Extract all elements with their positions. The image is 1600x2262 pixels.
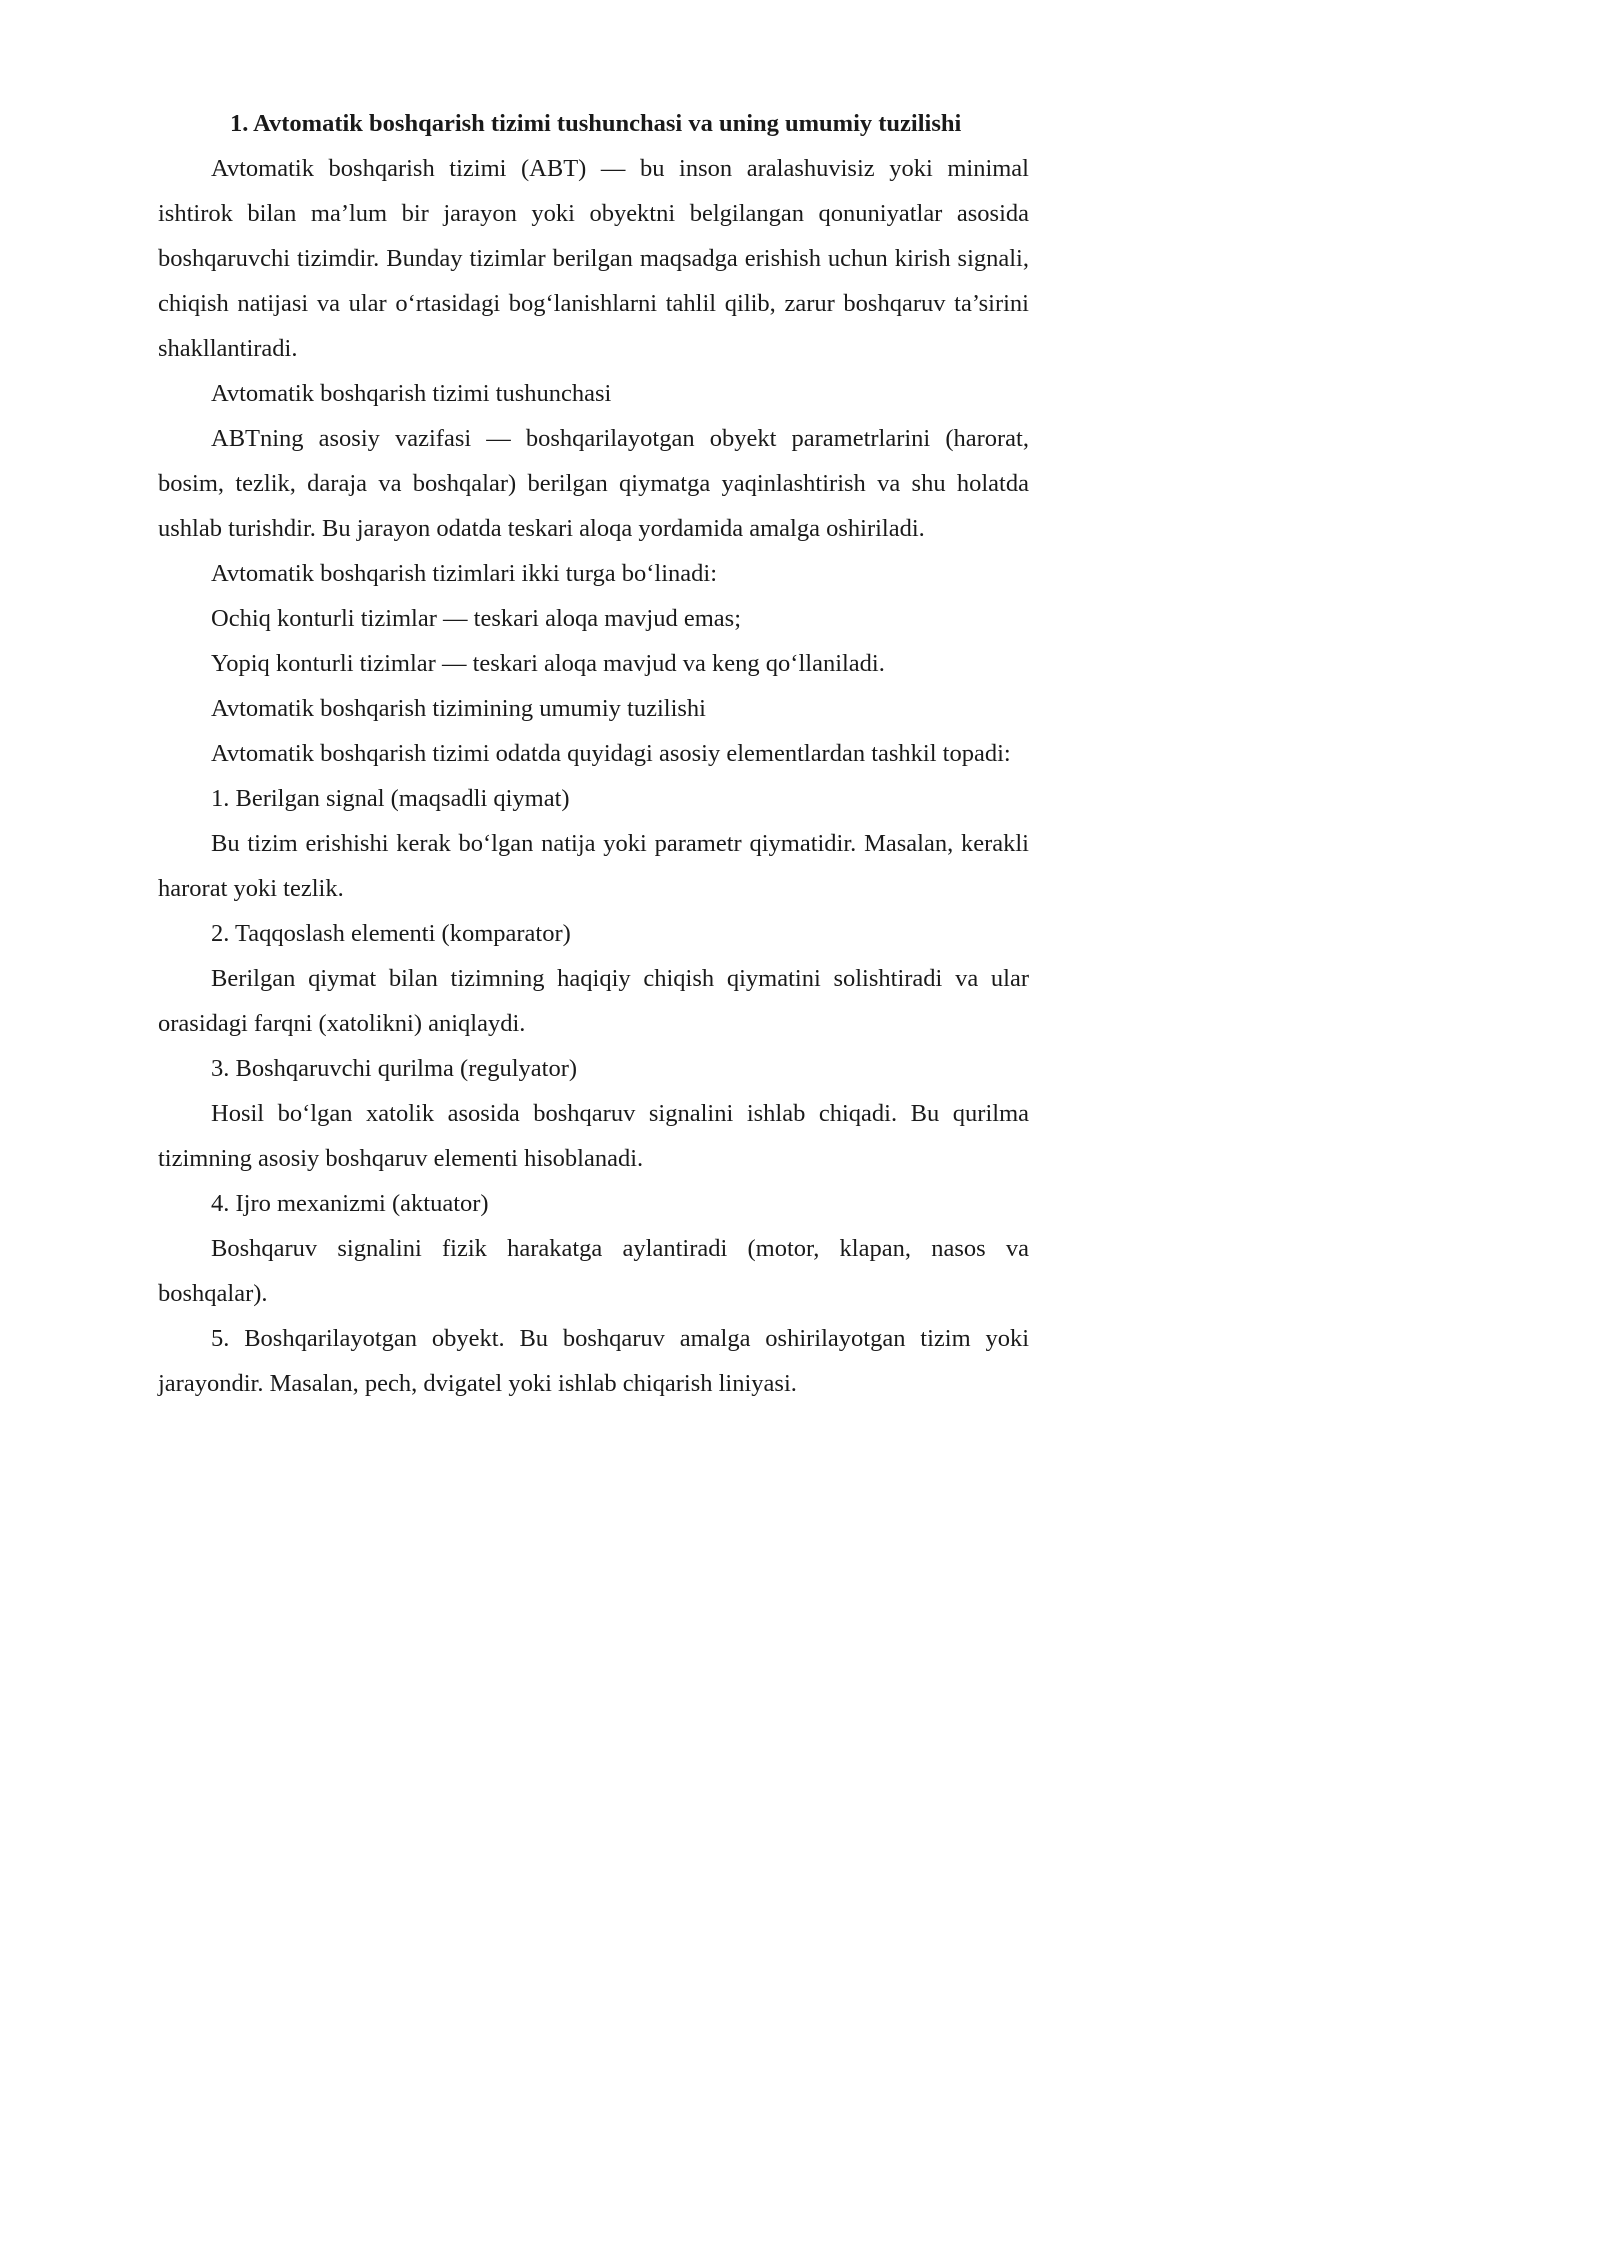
subheading-structure: Avtomatik boshqarish tizimining umumiy tuzilishi	[211, 695, 706, 722]
paragraph-main-task: ABTning asosiy vazifasi — boshqarilayotgan obyekt parametrlarini (harorat, bosim, tezlik, daraja va boshqalar) berilgan qiymatga yaqinlashtirish va shu holatda ushlab turishdir. Bu jarayon odatda teskari aloqa yordamida amalga oshiriladi.	[158, 425, 1029, 542]
element-desc-setpoint: Bu tizim erishishi kerak bo‘lgan natija yoki parametr qiymatidir. Masalan, kerakli harorat yoki tezlik.	[158, 830, 1029, 902]
section-title: 1. Avtomatik boshqarish tizimi tushunchasi va uning umumiy tuzilishi	[230, 110, 962, 137]
list-item-open-loop: Ochiq konturli tizimlar — teskari aloqa mavjud emas;	[211, 605, 742, 632]
paragraph-structure-intro: Avtomatik boshqarish tizimi odatda quyidagi asosiy elementlardan tashkil topadi:	[211, 740, 1011, 767]
element-heading-comparator: 2. Taqqoslash elementi (komparator)	[211, 920, 571, 947]
paragraph-types-intro: Avtomatik boshqarish tizimlari ikki turga bo‘linadi:	[211, 560, 718, 587]
paragraph-definition: Avtomatik boshqarish tizimi (ABT) — bu inson aralashuvisiz yoki minimal ishtirok bilan ma’lum bir jarayon yoki obyektni belgilangan qonuniyatlar asosida boshqaruvchi tizimdir. Bunday tizimlar berilgan maqsadga erishish uchun kirish signali, chiqish natijasi va ular o‘rtasidagi bog‘lanishlarni tahlil qilib, zarur boshqaruv ta’sirini shakllantiradi.	[158, 155, 1029, 362]
element-heading-regulator: 3. Boshqaruvchi qurilma (regulyator)	[211, 1055, 578, 1082]
element-desc-comparator: Berilgan qiymat bilan tizimning haqiqiy chiqish qiymatini solishtiradi va ular orasidagi farqni (xatolikni) aniqlaydi.	[158, 965, 1029, 1037]
list-item-closed-loop: Yopiq konturli tizimlar — teskari aloqa mavjud va keng qo‘llaniladi.	[211, 650, 885, 677]
document-page	[158, 101, 1029, 1406]
element-desc-actuator: Boshqaruv signalini fizik harakatga aylantiradi (motor, klapan, nasos va boshqalar).	[158, 1235, 1029, 1307]
element-heading-setpoint: 1. Berilgan signal (maqsadli qiymat)	[211, 785, 570, 812]
element-heading-actuator: 4. Ijro mexanizmi (aktuator)	[211, 1190, 489, 1217]
element-desc-regulator: Hosil bo‘lgan xatolik asosida boshqaruv signalini ishlab chiqadi. Bu qurilma tizimning asosiy boshqaruv elementi hisoblanadi.	[158, 1100, 1029, 1172]
element-controlled-object: 5. Boshqarilayotgan obyekt. Bu boshqaruv amalga oshirilayotgan tizim yoki jarayondir. Masalan, pech, dvigatel yoki ishlab chiqarish liniyasi.	[158, 1325, 1029, 1397]
subheading-concept: Avtomatik boshqarish tizimi tushunchasi	[211, 380, 612, 407]
